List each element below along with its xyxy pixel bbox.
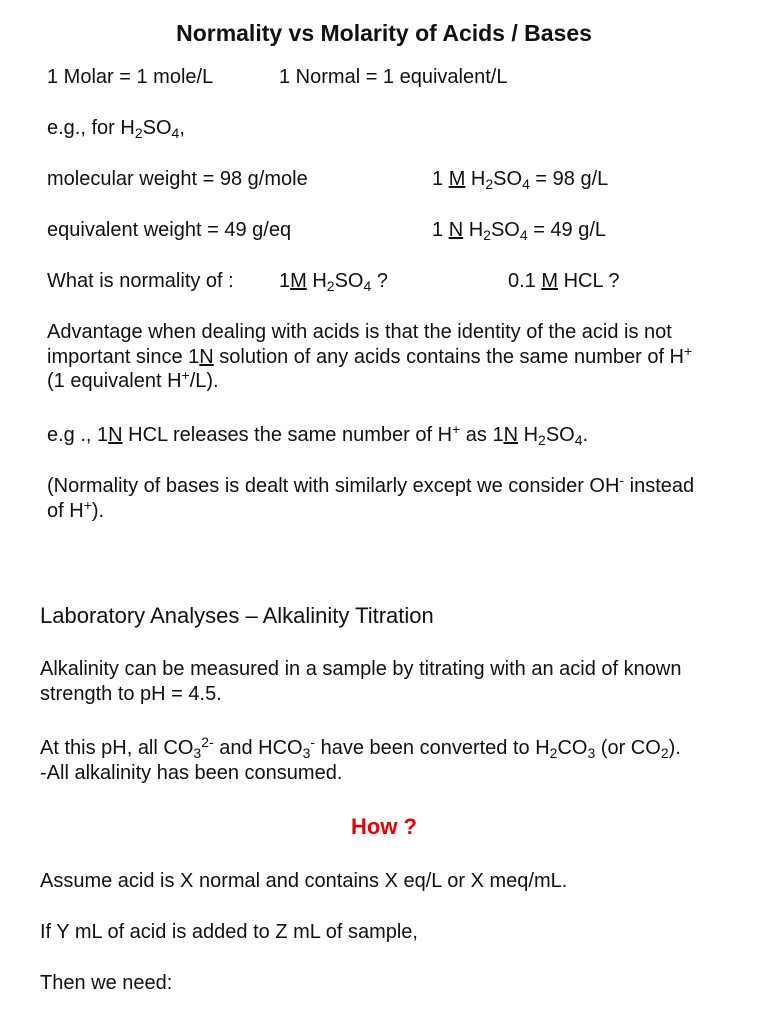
how-heading: How ? [351,814,417,839]
then-line: Then we need: [40,972,173,994]
conversion-paragraph: At this pH, all $CO_3^{2-}$ and $HCO_3^-$ have been converted to $H_2CO_3$ (or $CO_2$). -All alkalinity has been consumed. [40,734,681,784]
normal-definition: 1 Normal = 1 equivalent/L [279,66,508,88]
section-title: Laboratory Analyses – Alkalinity Titration [40,603,434,628]
if-line: If Y mL of acid is added to Z mL of sample, [40,921,418,943]
question-1: 1M $H_2SO_4$ ? [279,270,388,294]
page-title: Normality vs Molarity of Acids / Bases [176,20,592,46]
question-label: What is normality of : [47,270,234,292]
equivalent-weight-line: equivalent weight = 49 g/eq [47,219,292,241]
question-2: 0.1 M HCL ? [508,270,620,292]
example-hcl-line: e.g ., 1N HCL releases the same number of H+ as 1N $H_2SO_4$. [47,421,589,448]
alkalinity-paragraph: Alkalinity can be measured in a sample by titrating with an acid of known strength to pH = 4.5. [40,658,682,705]
molecular-weight-line: molecular weight = 98 g/mole [47,168,308,190]
advantage-paragraph: Advantage when dealing with acids is that the identity of the acid is not important since 1N solution of any acids contains the same number of H+ (1 equivalent H+/L). [47,321,693,392]
normal-concentration-line: 1 N $H_2SO_4 = 49$ g/L [432,219,607,243]
bases-paragraph: (Normality of bases is dealt with similarly except we consider OH- instead of H+). [47,472,695,522]
assume-line: Assume acid is X normal and contains X eq/L or X meq/mL. [40,870,568,892]
example-intro: e.g., for $H_2SO_4$, [47,117,185,141]
molar-concentration-line: 1 M $H_2SO_4 = 98$ g/L [432,168,609,192]
molar-definition: 1 Molar = 1 mole/L [47,66,214,88]
